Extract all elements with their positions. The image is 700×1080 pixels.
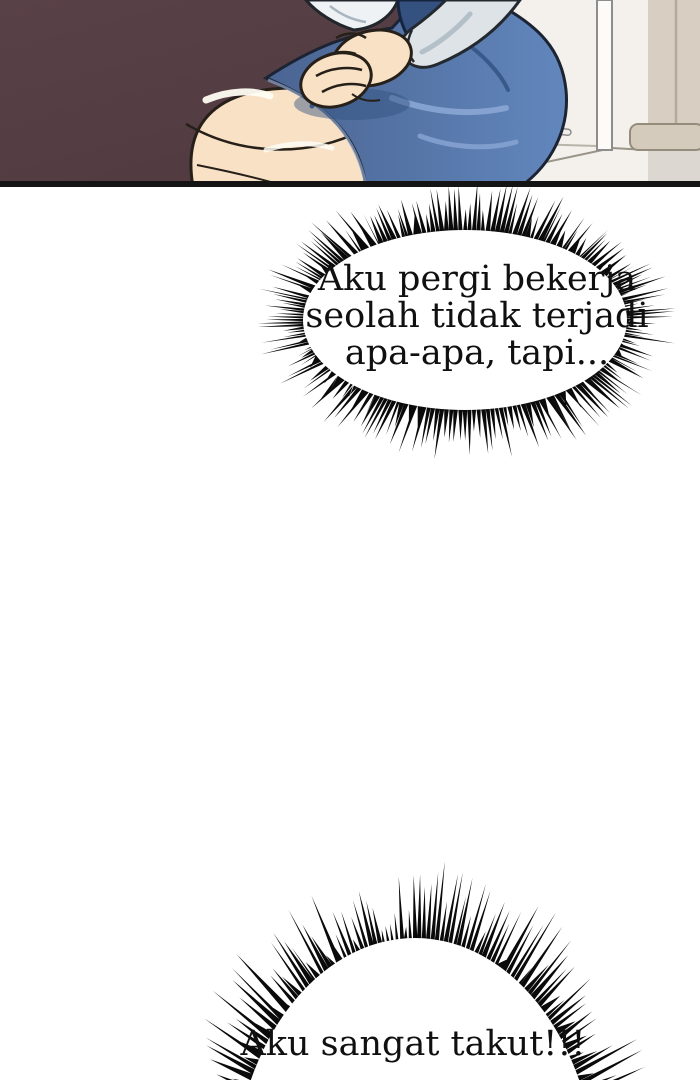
baseboard-molding [630,124,700,150]
speech-text-top [277,261,677,372]
speech-line: Aku pergi bekerja [317,259,637,299]
speech-line: seolah tidak terjadi [305,296,649,336]
speech-line: Aku sangat takut!!! [240,1024,586,1064]
speech-line: apa-apa, tapi... [344,333,610,373]
window-post [597,0,612,150]
speech-text-bottom [213,1026,613,1063]
